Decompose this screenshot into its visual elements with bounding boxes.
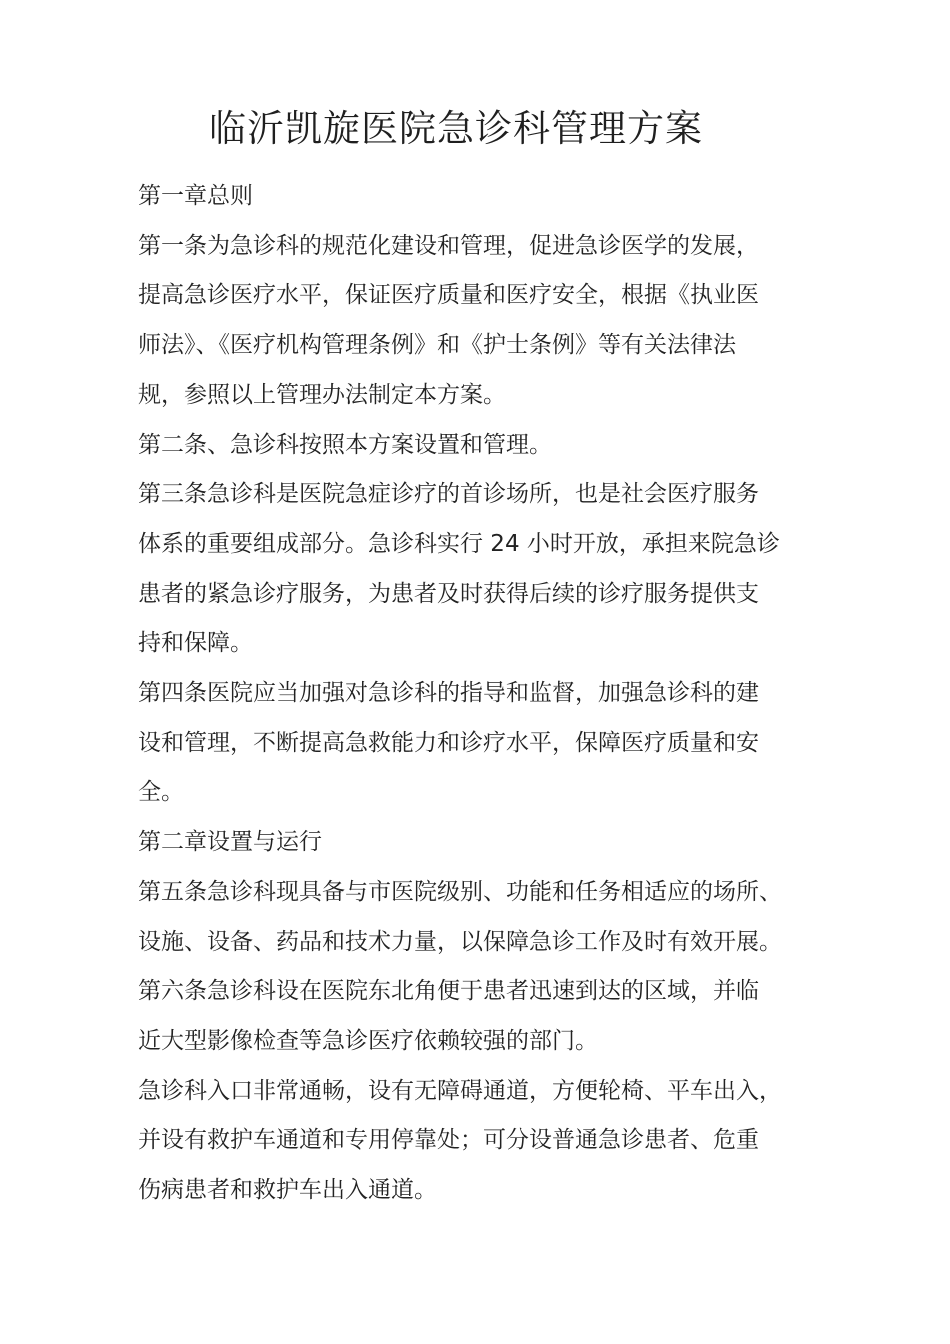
article-paragraph: [138, 421, 818, 471]
article-paragraph: [138, 967, 818, 1066]
text-line: 持和保障。: [138, 630, 253, 657]
text-line: 体系的重要组成部分。急诊科实行 24 小时开放，承担来院急诊: [138, 530, 780, 557]
article-paragraph: [138, 222, 818, 421]
text-line: 第五条急诊科现具备与市医院级别、功能和任务相适应的场所、: [138, 878, 782, 905]
article-paragraph: [138, 868, 818, 967]
text-line: 第二章设置与运行: [138, 829, 322, 856]
text-line: 近大型影像检查等急诊医疗依赖较强的部门。: [138, 1027, 598, 1054]
text-line: 师法》、《医疗机构管理条例》和《护士条例》等有关法律法: [138, 332, 736, 359]
text-line: 第一章总则: [138, 183, 253, 209]
text-line: 第四条医院应当加强对急诊科的指导和监督，加强急诊科的建: [138, 680, 759, 707]
text-line: 全。: [138, 779, 184, 806]
text-line: 第一条为急诊科的规范化建设和管理，促进急诊医学的发展，: [138, 232, 759, 259]
chapter-heading: [138, 818, 818, 868]
text-line: 提高急诊医疗水平，保证医疗质量和医疗安全，根据《执业医: [138, 282, 759, 309]
article-paragraph: [138, 1067, 818, 1216]
text-line: 设和管理，不断提高急救能力和诊疗水平，保障医疗质量和安: [138, 729, 759, 756]
text-line: 第三条急诊科是医院急症诊疗的首诊场所，也是社会医疗服务: [138, 481, 759, 508]
document-title: 临沂凯旋医院急诊科管理方案: [209, 107, 703, 150]
chapter-heading: [138, 172, 818, 222]
article-paragraph: [138, 470, 818, 669]
text-line: 急诊科入口非常通畅，设有无障碍通道，方便轮椅、平车出入，: [138, 1077, 782, 1104]
document-body: [138, 172, 818, 1216]
text-line: 并设有救护车通道和专用停靠处；可分设普通急诊患者、危重: [138, 1127, 759, 1154]
text-line: 规，参照以上管理办法制定本方案。: [138, 381, 506, 408]
article-paragraph: [138, 669, 818, 818]
text-line: 伤病患者和救护车出入通道。: [138, 1177, 437, 1204]
text-line: 第六条急诊科设在医院东北角便于患者迅速到达的区域，并临: [138, 978, 759, 1005]
text-line: 患者的紧急诊疗服务，为患者及时获得后续的诊疗服务提供支: [138, 580, 759, 607]
text-line: 第二条、急诊科按照本方案设置和管理。: [138, 431, 552, 458]
text-line: 设施、设备、药品和技术力量，以保障急诊工作及时有效开展。: [138, 928, 782, 955]
